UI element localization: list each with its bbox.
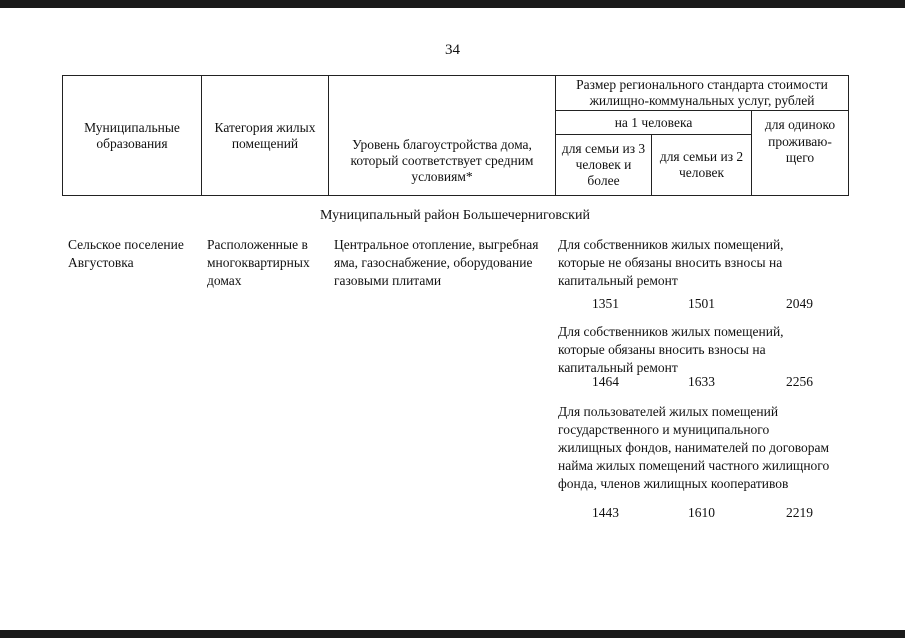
value-family3: 1464: [592, 374, 619, 389]
page-number: 34: [445, 42, 460, 58]
group-label: Для собственников жилых помещений, которые не обязаны вносить взносы на капитальный ремонт: [558, 237, 784, 288]
value-family3: 1443: [592, 505, 619, 520]
level-cell: Центральное отопление, выгребная яма, газоснабжение, оборудование газовыми плитами: [334, 237, 539, 288]
value-family2: 1501: [688, 296, 715, 311]
header-family3: для семьи из 3 человек и более: [556, 135, 652, 196]
value-family2: 1633: [688, 374, 715, 389]
value-single: 2049: [786, 296, 813, 311]
header-municipality: Муниципальные образования: [63, 76, 202, 196]
header-per-person: на 1 человека: [556, 111, 752, 135]
group-label: Для собственников жилых помещений, которые обязаны вносить взносы на капитальный ремонт: [558, 324, 784, 375]
group-label: Для пользователей жилых помещений государственного и муниципального жилищных фондов, нанимателей по договорам найма жилых помещений частного жилищного фонда, членов жилищных кооперативов: [558, 404, 830, 491]
value-single: 2219: [786, 505, 813, 520]
header-category: Категория жилых помещений: [202, 76, 329, 196]
value-single: 2256: [786, 374, 813, 389]
header-standard: Размер регионального стандарта стоимости жилищно-коммунальных услуг, рублей: [556, 76, 849, 111]
header-family2: для семьи из 2 человек: [652, 135, 752, 196]
top-border: [0, 0, 905, 8]
category-cell: Расположенные в многоквартирных домах: [207, 237, 310, 288]
bottom-border: [0, 630, 905, 638]
district-title: Муниципальный район Большечерниговский: [320, 208, 590, 223]
value-family3: 1351: [592, 296, 619, 311]
header-table: [62, 75, 849, 196]
header-single: для одиноко проживаю-щего: [752, 111, 849, 196]
header-level: Уровень благоустройства дома, который соответствует средним условиям*: [329, 76, 556, 196]
value-family2: 1610: [688, 505, 715, 520]
municipality-cell: Сельское поселение Августовка: [68, 237, 184, 270]
